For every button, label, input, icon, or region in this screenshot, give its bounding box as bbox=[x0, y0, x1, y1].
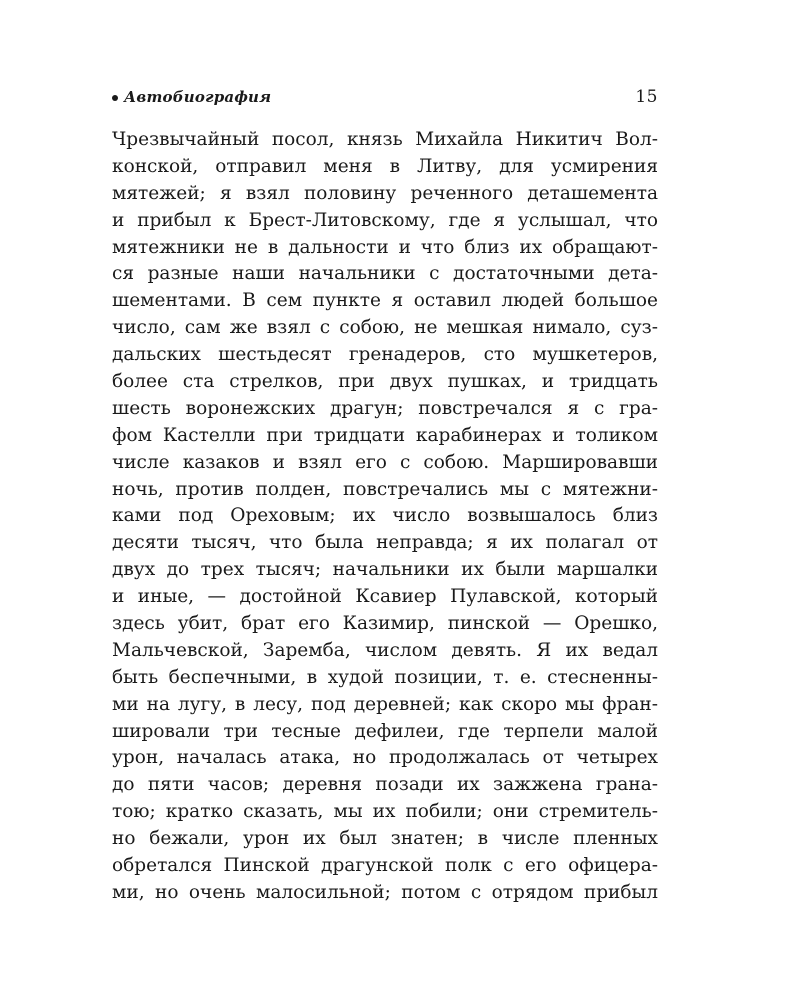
page-header bbox=[112, 84, 658, 110]
text-line: быть беспечными, в худой позиции, т. е. стесненны- bbox=[112, 666, 658, 688]
text-line: обретался Пинской драгунской полк с его офицера- bbox=[112, 855, 658, 877]
body-text bbox=[112, 127, 658, 907]
text-line: мятежей; я взял половину реченного деташемента bbox=[112, 182, 658, 204]
text-line: дальских шестьдесят гренадеров, сто мушкетеров, bbox=[112, 344, 658, 366]
text-line: здесь убит, брат его Казимир, пинской — Орешко, bbox=[112, 613, 658, 635]
text-line: тою; кратко сказать, мы их побили; они стремитель- bbox=[112, 801, 658, 823]
text-line: ками под Ореховым; их число возвышалось близ bbox=[112, 505, 658, 527]
text-line: но бежали, урон их был знатен; в числе пленных bbox=[112, 828, 658, 850]
text-line: фом Кастелли при тридцати карабинерах и толиком bbox=[112, 424, 658, 446]
text-line: число, сам же взял с собою, не мешкая нимало, суз- bbox=[112, 317, 658, 339]
running-head bbox=[112, 84, 271, 110]
text-line: конской, отправил меня в Литву, для усмирения bbox=[112, 155, 658, 177]
page-number: 15 bbox=[635, 87, 658, 107]
text-line: урон, началась атака, но продолжалась от четырех bbox=[112, 747, 658, 769]
text-line: и прибыл к Брест-Литовскому, где я услышал, что bbox=[112, 209, 658, 231]
text-line: Мальчевской, Заремба, числом девять. Я их ведал bbox=[112, 639, 658, 661]
text-line: ми, но очень малосильной; потом с отрядом прибыл bbox=[112, 881, 658, 903]
text-line: ся разные наши начальники с достаточными дета- bbox=[112, 263, 658, 285]
text-line: мятежники не в дальности и что близ их обращают- bbox=[112, 236, 658, 258]
text-line: ми на лугу, в лесу, под деревней; как скоро мы фран- bbox=[112, 693, 658, 715]
text-line: числе казаков и взял его с собою. Маршировавши bbox=[112, 451, 658, 473]
text-line: шировали три тесные дефилеи, где терпели малой bbox=[112, 720, 658, 742]
running-title: Автобиография bbox=[124, 88, 272, 106]
text-line: Чрезвычайный посол, князь Михайла Никитич Вол- bbox=[112, 129, 658, 150]
text-line: ночь, против полден, повстречались мы с мятежни- bbox=[112, 478, 658, 500]
text-line: более ста стрелков, при двух пушках, и тридцать bbox=[112, 371, 658, 393]
text-line: до пяти часов; деревня позади их зажжена грана- bbox=[112, 774, 658, 796]
text-line: десяти тысяч, что была неправда; я их полагал от bbox=[112, 532, 658, 554]
bullet-icon bbox=[112, 95, 118, 101]
text-line: шесть воронежских драгун; повстречался я с гра- bbox=[112, 397, 658, 419]
text-line: двух до трех тысяч; начальники их были маршалки bbox=[112, 559, 658, 581]
text-line: и иные, — достойной Ксавиер Пулавской, который bbox=[112, 586, 658, 608]
text-line: шементами. В сем пункте я оставил людей большое bbox=[112, 290, 658, 312]
